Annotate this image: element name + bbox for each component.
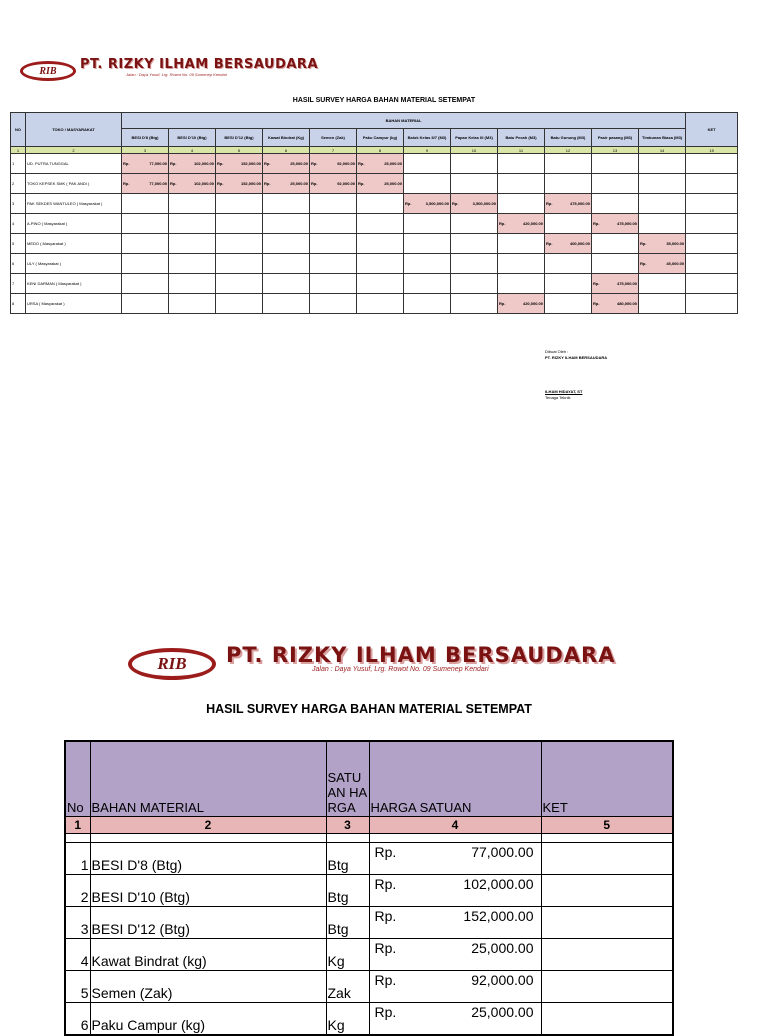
price-cell <box>498 174 545 194</box>
company-name-bottom: PT. RIZKY ILHAM BERSAUDARA <box>226 643 616 667</box>
price-value: 102,000.00 <box>193 181 214 186</box>
price-cell <box>122 194 169 214</box>
price-cell <box>263 174 310 194</box>
price-cell <box>357 294 404 314</box>
column-number: 15 <box>686 147 738 154</box>
column-number: 4 <box>169 147 216 154</box>
price-cell <box>169 254 216 274</box>
ket-cell <box>686 294 738 314</box>
price-cell <box>545 234 592 254</box>
price-cell <box>216 214 263 234</box>
store-name: ULY ( Masyarakat ) <box>26 254 122 274</box>
price-cell <box>122 174 169 194</box>
price-cell <box>369 971 541 1003</box>
currency-label: Rp. <box>499 221 506 226</box>
price-cell <box>404 254 451 274</box>
ket-cell <box>686 274 738 294</box>
price-cell <box>263 274 310 294</box>
price-cell <box>545 214 592 234</box>
material-name: BESI D'10 (Btg) <box>90 875 326 907</box>
price-cell <box>357 234 404 254</box>
currency-label: Rp. <box>374 876 397 892</box>
currency-label: Rp. <box>358 161 365 166</box>
currency-label: Rp. <box>311 181 318 186</box>
table-row <box>11 254 738 274</box>
table-row <box>11 294 738 314</box>
price-value: 25,000.00 <box>290 161 308 166</box>
store-name: A.PINO ( Masyarakat ) <box>26 214 122 234</box>
unit-cell: Btg <box>326 907 369 939</box>
currency-label: Rp. <box>374 940 397 956</box>
price-value: 77,000.00 <box>149 161 167 166</box>
price-value: 475,000.00 <box>616 221 637 226</box>
price-cell <box>169 194 216 214</box>
currency-label: Rp. <box>374 844 397 860</box>
column-number: 8 <box>357 147 404 154</box>
currency-label: Rp. <box>217 161 224 166</box>
price-value: 3,500,000.00 <box>425 201 449 206</box>
price-cell <box>310 154 357 174</box>
ket-cell <box>541 875 673 907</box>
price-value: 77,000.00 <box>149 181 167 186</box>
price-cell <box>369 875 541 907</box>
ket-cell <box>541 907 673 939</box>
price-cell <box>310 254 357 274</box>
material-col-header: Kawat Bindrat (Kg) <box>263 129 310 147</box>
currency-label: Rp. <box>640 261 647 266</box>
row-number: 5 <box>11 234 26 254</box>
ket-header: KET <box>686 113 738 147</box>
column-number: 14 <box>639 147 686 154</box>
price-cell <box>122 274 169 294</box>
ket-cell <box>541 1003 673 1036</box>
price-cell <box>639 174 686 194</box>
price-cell <box>122 214 169 234</box>
price-cell <box>639 254 686 274</box>
material-name: BESI D'12 (Btg) <box>90 907 326 939</box>
price-cell <box>639 194 686 214</box>
row-number: 8 <box>11 294 26 314</box>
price-cell <box>545 154 592 174</box>
price-col-header: HARGA SATUAN <box>369 741 541 817</box>
material-name: Kawat Bindrat (kg) <box>90 939 326 971</box>
price-value: 420,000.00 <box>522 221 543 226</box>
price-cell <box>498 254 545 274</box>
currency-label: Rp. <box>499 301 506 306</box>
unit-cell: Kg <box>326 939 369 971</box>
price-cell <box>369 843 541 875</box>
price-value: 102,000.00 <box>463 876 534 892</box>
material-col-header: Timbunan Biasa (M3) <box>639 129 686 147</box>
price-cell <box>357 174 404 194</box>
price-cell <box>357 214 404 234</box>
row-number: 5 <box>65 971 90 1003</box>
company-address-bottom: Jalan : Daya Yusuf, Lrg. Rowot No. 09 Sumenep Kendari <box>312 666 489 673</box>
signature-person: ILHAM HIDAYAT, ST <box>545 389 583 394</box>
price-cell <box>592 154 639 174</box>
company-logo-bottom <box>128 648 216 680</box>
price-value: 92,000.00 <box>337 161 355 166</box>
ket-col-header: KET <box>541 741 673 817</box>
row-number: 3 <box>65 907 90 939</box>
price-cell <box>122 294 169 314</box>
price-cell <box>639 214 686 234</box>
price-cell <box>310 294 357 314</box>
column-number: 13 <box>592 147 639 154</box>
material-col-header: BAHAN MATERIAL <box>90 741 326 817</box>
currency-label: Rp. <box>593 301 600 306</box>
price-cell <box>169 214 216 234</box>
price-value: 77,000.00 <box>471 844 534 860</box>
table-row <box>65 907 673 939</box>
column-number: 2 <box>90 817 326 834</box>
price-cell <box>451 294 498 314</box>
store-name: KENI DARMAN ( Masyarakat ) <box>26 274 122 294</box>
store-name: URSA ( Masyarakat ) <box>26 294 122 314</box>
currency-label: Rp. <box>217 181 224 186</box>
unit-cell: Btg <box>326 843 369 875</box>
price-cell <box>169 174 216 194</box>
price-cell <box>216 154 263 174</box>
price-cell <box>169 294 216 314</box>
column-number: 5 <box>541 817 673 834</box>
row-number: 6 <box>11 254 26 274</box>
table-row <box>65 1003 673 1036</box>
column-number: 11 <box>498 147 545 154</box>
column-number: 1 <box>11 147 26 154</box>
column-number: 5 <box>216 147 263 154</box>
material-col-header: Semen (Zak) <box>310 129 357 147</box>
signature-role: Tenaga Teknik <box>545 395 571 400</box>
column-number: 3 <box>326 817 369 834</box>
company-name-top: PT. RIZKY ILHAM BERSAUDARA <box>80 57 318 72</box>
store-name: PAK SEKDES WANTULEO ( Masyarakat ) <box>26 194 122 214</box>
price-cell <box>310 274 357 294</box>
price-cell <box>498 194 545 214</box>
price-cell <box>592 234 639 254</box>
price-value: 475,000.00 <box>616 281 637 286</box>
price-cell <box>498 234 545 254</box>
column-number: 1 <box>65 817 90 834</box>
price-cell <box>369 1003 541 1036</box>
price-cell <box>122 234 169 254</box>
price-cell <box>639 234 686 254</box>
no-header: NO <box>11 113 26 147</box>
price-cell <box>122 254 169 274</box>
row-number: 3 <box>11 194 26 214</box>
currency-label: Rp. <box>264 181 271 186</box>
material-col-header: Balok Kelas II/7 (M3) <box>404 129 451 147</box>
price-cell <box>451 154 498 174</box>
currency-label: Rp. <box>640 241 647 246</box>
ket-cell <box>686 214 738 234</box>
price-cell <box>592 174 639 194</box>
column-number: 2 <box>26 147 122 154</box>
currency-label: Rp. <box>374 972 397 988</box>
currency-label: Rp. <box>311 161 318 166</box>
price-cell <box>404 154 451 174</box>
ket-cell <box>541 971 673 1003</box>
ket-cell <box>686 154 738 174</box>
material-col-header: BESI D'8 (Btg) <box>122 129 169 147</box>
price-cell <box>639 154 686 174</box>
ket-cell <box>686 234 738 254</box>
currency-label: Rp. <box>170 161 177 166</box>
price-value: 475,000.00 <box>569 201 590 206</box>
currency-label: Rp. <box>264 161 271 166</box>
unit-cell: Kg <box>326 1003 369 1036</box>
price-cell <box>545 174 592 194</box>
currency-label: Rp. <box>593 281 600 286</box>
price-cell <box>592 214 639 234</box>
price-cell <box>639 294 686 314</box>
price-value: 152,000.00 <box>240 181 261 186</box>
currency-label: Rp. <box>374 1004 397 1020</box>
price-cell <box>357 194 404 214</box>
price-cell <box>310 194 357 214</box>
price-cell <box>498 274 545 294</box>
doc-title-top: HASIL SURVEY HARGA BAHAN MATERIAL SETEMPAT <box>292 97 476 104</box>
price-cell <box>263 154 310 174</box>
price-cell <box>216 194 263 214</box>
price-cell <box>545 274 592 294</box>
price-cell <box>498 294 545 314</box>
price-cell <box>592 194 639 214</box>
price-cell <box>216 294 263 314</box>
currency-label: Rp. <box>546 201 553 206</box>
ket-cell <box>686 254 738 274</box>
price-cell <box>451 194 498 214</box>
row-number: 4 <box>11 214 26 234</box>
table-row <box>11 194 738 214</box>
store-name: TOKO KEPSEK SMK ( PAK ANDI ) <box>26 174 122 194</box>
price-cell <box>404 294 451 314</box>
price-cell <box>369 939 541 971</box>
company-logo-top <box>20 61 76 81</box>
ket-cell <box>541 843 673 875</box>
price-value: 25,000.00 <box>290 181 308 186</box>
price-value: 92,000.00 <box>471 972 534 988</box>
price-cell <box>451 274 498 294</box>
table-row <box>11 214 738 234</box>
survey-table <box>10 112 738 314</box>
price-value: 35,000.00 <box>666 241 685 246</box>
currency-label: Rp. <box>546 241 553 246</box>
column-number: 9 <box>404 147 451 154</box>
price-cell <box>498 154 545 174</box>
store-name: UD. PUTRA TUNGGAL <box>26 154 122 174</box>
price-cell <box>263 214 310 234</box>
currency-label: Rp. <box>170 181 177 186</box>
ket-cell <box>541 939 673 971</box>
price-cell <box>592 294 639 314</box>
price-cell <box>369 907 541 939</box>
row-number: 4 <box>65 939 90 971</box>
price-cell <box>310 214 357 234</box>
price-cell <box>451 254 498 274</box>
price-cell <box>216 174 263 194</box>
price-cell <box>169 154 216 174</box>
toko-header: TOKO / MASYARAKAT <box>26 113 122 147</box>
material-col-header: Batu Gunung (M3) <box>545 129 592 147</box>
column-number: 3 <box>122 147 169 154</box>
material-name: BESI D'8 (Btg) <box>90 843 326 875</box>
material-col-header: Batu Pecah (M3) <box>498 129 545 147</box>
currency-label: Rp. <box>452 201 459 206</box>
price-cell <box>310 174 357 194</box>
no-col-header: No <box>65 741 90 817</box>
price-cell <box>310 234 357 254</box>
made-by-label: Dibuat Oleh : <box>545 349 569 354</box>
row-number: 1 <box>11 154 26 174</box>
price-value: 152,000.00 <box>240 161 261 166</box>
currency-label: Rp. <box>123 181 130 186</box>
price-value: 25,000.00 <box>471 940 534 956</box>
price-cell <box>169 274 216 294</box>
price-value: 480,000.00 <box>616 301 637 306</box>
table-row <box>65 971 673 1003</box>
unit-cell: Btg <box>326 875 369 907</box>
material-col-header: Papan Kelas III (M3) <box>451 129 498 147</box>
price-cell <box>639 274 686 294</box>
price-cell <box>169 234 216 254</box>
price-cell <box>498 214 545 234</box>
unit-col-header: SATUAN HARGA <box>326 741 369 817</box>
logo-text-bottom: RIB <box>157 654 187 673</box>
column-number: 12 <box>545 147 592 154</box>
price-cell <box>263 254 310 274</box>
row-number: 2 <box>65 875 90 907</box>
signature-company: PT. RIZKY ILHAM BERSAUDARA <box>545 355 608 360</box>
row-number: 7 <box>11 274 26 294</box>
price-cell <box>216 274 263 294</box>
price-cell <box>357 254 404 274</box>
material-name: Semen (Zak) <box>90 971 326 1003</box>
price-cell <box>404 174 451 194</box>
currency-label: Rp. <box>374 908 397 924</box>
ket-cell <box>686 174 738 194</box>
column-number: 4 <box>369 817 541 834</box>
table-row <box>11 174 738 194</box>
price-cell <box>404 214 451 234</box>
table-row <box>65 843 673 875</box>
price-value: 25,000.00 <box>384 181 402 186</box>
row-number: 1 <box>65 843 90 875</box>
price-cell <box>545 294 592 314</box>
price-value: 45,000.00 <box>666 261 685 266</box>
price-cell <box>216 234 263 254</box>
currency-label: Rp. <box>405 201 412 206</box>
price-value: 3,500,000.00 <box>472 201 496 206</box>
price-cell <box>263 234 310 254</box>
price-value: 92,000.00 <box>337 181 355 186</box>
price-cell <box>357 154 404 174</box>
price-cell <box>592 254 639 274</box>
price-value: 102,000.00 <box>193 161 214 166</box>
price-cell <box>122 154 169 174</box>
row-number: 2 <box>11 174 26 194</box>
price-cell <box>404 234 451 254</box>
column-number: 6 <box>263 147 310 154</box>
price-cell <box>451 234 498 254</box>
table-row <box>11 234 738 254</box>
doc-title-bottom: HASIL SURVEY HARGA BAHAN MATERIAL SETEMPAT <box>206 702 532 716</box>
table-row <box>65 875 673 907</box>
price-cell <box>357 274 404 294</box>
price-cell <box>545 194 592 214</box>
column-number: 7 <box>310 147 357 154</box>
material-col-header: Pasir pasang (M3) <box>592 129 639 147</box>
price-cell <box>263 294 310 314</box>
column-number: 10 <box>451 147 498 154</box>
price-value: 420,000.00 <box>522 301 543 306</box>
ket-cell <box>686 194 738 214</box>
row-number: 6 <box>65 1003 90 1036</box>
table-row <box>11 154 738 174</box>
material-col-header: BESI D'12 (Btg) <box>216 129 263 147</box>
material-col-header: Paku Campur (kg) <box>357 129 404 147</box>
price-value: 152,000.00 <box>463 908 534 924</box>
price-cell <box>592 274 639 294</box>
material-col-header: BESI D'10 (Btg) <box>169 129 216 147</box>
price-cell <box>404 274 451 294</box>
currency-label: Rp. <box>358 181 365 186</box>
currency-label: Rp. <box>593 221 600 226</box>
logo-text: RIB <box>39 65 57 77</box>
price-cell <box>545 254 592 274</box>
store-name: MEDO ( Masyarakat ) <box>26 234 122 254</box>
price-table <box>64 740 674 1036</box>
price-cell <box>404 194 451 214</box>
material-group-header: BAHAN MATERIAL <box>122 113 686 129</box>
currency-label: Rp. <box>123 161 130 166</box>
unit-cell: Zak <box>326 971 369 1003</box>
material-name: Paku Campur (kg) <box>90 1003 326 1036</box>
company-address-top: Jalan : Daya Yusuf, Lrg. Rowot No. 09 Sumenep Kendari <box>126 72 227 77</box>
table-row <box>65 939 673 971</box>
price-cell <box>216 254 263 274</box>
price-value: 400,000.00 <box>569 241 590 246</box>
price-value: 25,000.00 <box>384 161 402 166</box>
price-cell <box>451 174 498 194</box>
table-row <box>11 274 738 294</box>
price-cell <box>263 194 310 214</box>
price-cell <box>451 214 498 234</box>
price-value: 25,000.00 <box>471 1004 534 1020</box>
